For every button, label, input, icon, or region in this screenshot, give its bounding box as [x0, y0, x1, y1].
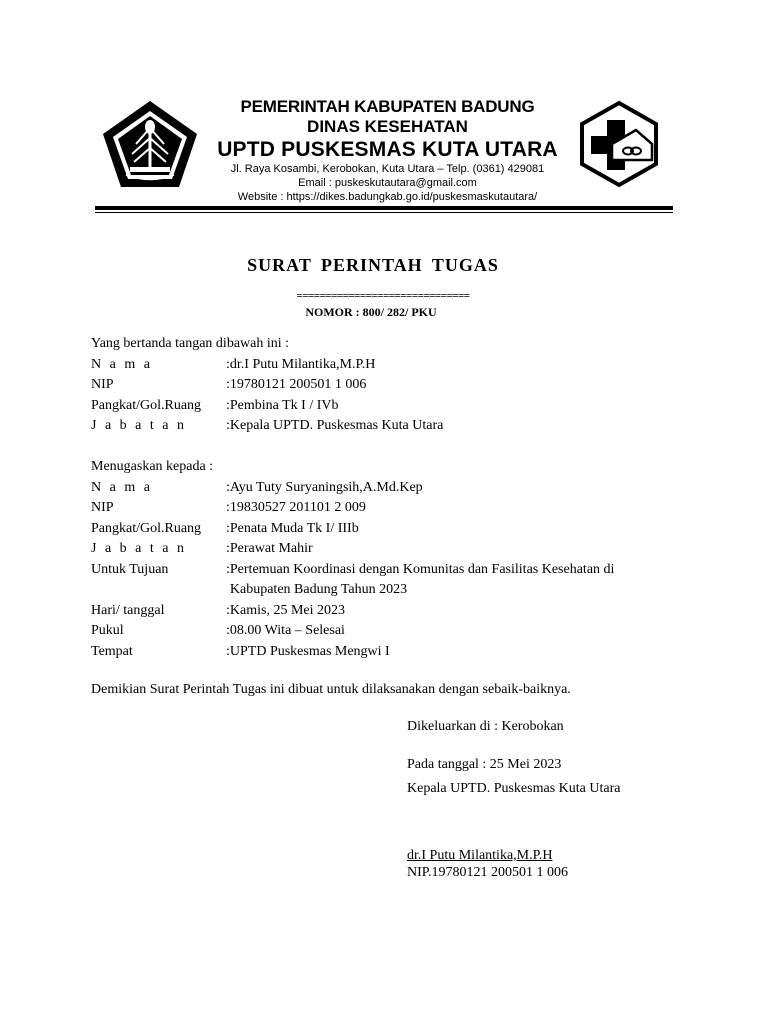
field-colon: :	[226, 356, 230, 372]
document-number: NOMOR : 800/ 282/ PKU	[305, 305, 437, 319]
field-label: N a m a	[91, 479, 153, 495]
field-label: Hari/ tanggal	[91, 602, 165, 618]
assignment-time: 08.00 Wita – Selesai	[229, 623, 345, 638]
issuer-position-row	[91, 416, 691, 437]
signer-position: Kepala UPTD. Puskesmas Kuta Utara	[407, 781, 621, 796]
assignee-position-row	[91, 539, 691, 560]
field-label: N a m a	[91, 356, 153, 372]
issuer-nip: 19780121 200501 1 006	[229, 377, 367, 392]
assignee-name: Ayu Tuty Suryaningsih,A.Md.Kep	[229, 479, 423, 495]
field-colon: :	[226, 561, 230, 577]
letter-body	[91, 334, 691, 662]
assignee-rank-row	[91, 519, 691, 540]
assignment-date: Kamis, 25 Mei 2023	[229, 602, 345, 618]
letterhead-rule-thick	[95, 206, 673, 210]
badung-regency-emblem	[100, 98, 200, 190]
puskesmas-logo	[578, 100, 660, 188]
field-colon: :	[226, 418, 230, 433]
issued-at: Dikeluarkan di : Kerobokan	[407, 719, 564, 734]
field-colon: :	[226, 643, 230, 659]
title-underline: ==============================	[296, 290, 470, 302]
government-name: PEMERINTAH KABUPATEN BADUNG	[240, 97, 535, 116]
field-colon: :	[226, 500, 230, 515]
purpose-row	[91, 560, 691, 601]
assignee-nip: 19830527 201101 2 009	[229, 500, 366, 515]
field-label: J a b a t a n	[91, 418, 187, 433]
assignee-name-row	[91, 478, 691, 499]
field-colon: :	[226, 541, 230, 556]
issuer-intro: Yang bertanda tangan dibawah ini :	[91, 336, 290, 351]
field-label: Pangkat/Gol.Ruang	[91, 397, 202, 413]
document-title: SURAT PERINTAH TUGAS	[247, 255, 499, 275]
letterhead-text	[205, 96, 570, 204]
issuer-nip-row	[91, 375, 691, 396]
assignee-rank: Penata Muda Tk I/ IIIb	[229, 520, 359, 536]
issue-date: Pada tanggal : 25 Mei 2023	[407, 757, 562, 772]
letterhead	[0, 0, 768, 215]
institution-name: UPTD PUSKESMAS KUTA UTARA	[217, 138, 558, 161]
field-colon: :	[226, 397, 230, 413]
assignment-place: UPTD Puskesmas Mengwi I	[229, 643, 390, 659]
closing-statement: Demikian Surat Perintah Tugas ini dibuat untuk dilaksanakan dengan sebaik-baiknya.	[91, 682, 571, 697]
field-label: Pukul	[91, 623, 124, 638]
field-label: NIP	[91, 377, 114, 392]
field-colon: :	[226, 377, 230, 392]
issuer-rank-row	[91, 396, 691, 417]
field-colon: :	[226, 479, 230, 495]
field-colon: :	[226, 623, 230, 638]
purpose-text: Pertemuan Koordinasi dengan Komunitas dan Fasilitas Kesehatan di Kabupaten Badung Tahun 2023	[229, 561, 615, 597]
assignee-intro: Menugaskan kepada :	[91, 459, 214, 474]
field-label: J a b a t a n	[91, 541, 187, 556]
issuer-position: Kepala UPTD. Puskesmas Kuta Utara	[229, 418, 444, 433]
field-label: Untuk Tujuan	[91, 561, 169, 577]
issuer-rank: Pembina Tk I / IVb	[229, 397, 339, 413]
email: Email : puskeskutautara@gmail.com	[298, 177, 477, 189]
address: Jl. Raya Kosambi, Kerobokan, Kuta Utara – Telp. (0361) 429081	[230, 163, 545, 175]
assignee-nip-row	[91, 498, 691, 519]
field-label: Tempat	[91, 643, 133, 659]
website: Website : https://dikes.badungkab.go.id/puskesmaskutautara/	[237, 191, 538, 203]
issuer-name: dr.I Putu Milantika,M.P.H	[229, 356, 376, 372]
signer-nip: NIP.19780121 200501 1 006	[407, 865, 569, 880]
letterhead-rule-thin	[95, 212, 673, 213]
field-colon: :	[226, 602, 230, 618]
assignee-position: Perawat Mahir	[229, 541, 313, 556]
place-row	[91, 642, 691, 663]
signer-name: dr.I Putu Milantika,M.P.H	[407, 848, 553, 863]
date-row	[91, 601, 691, 622]
issuer-name-row	[91, 355, 691, 376]
field-label: NIP	[91, 500, 114, 515]
field-label: Pangkat/Gol.Ruang	[91, 520, 202, 536]
department-name: DINAS KESEHATAN	[307, 117, 468, 136]
field-colon: :	[226, 520, 230, 536]
time-row	[91, 621, 691, 642]
